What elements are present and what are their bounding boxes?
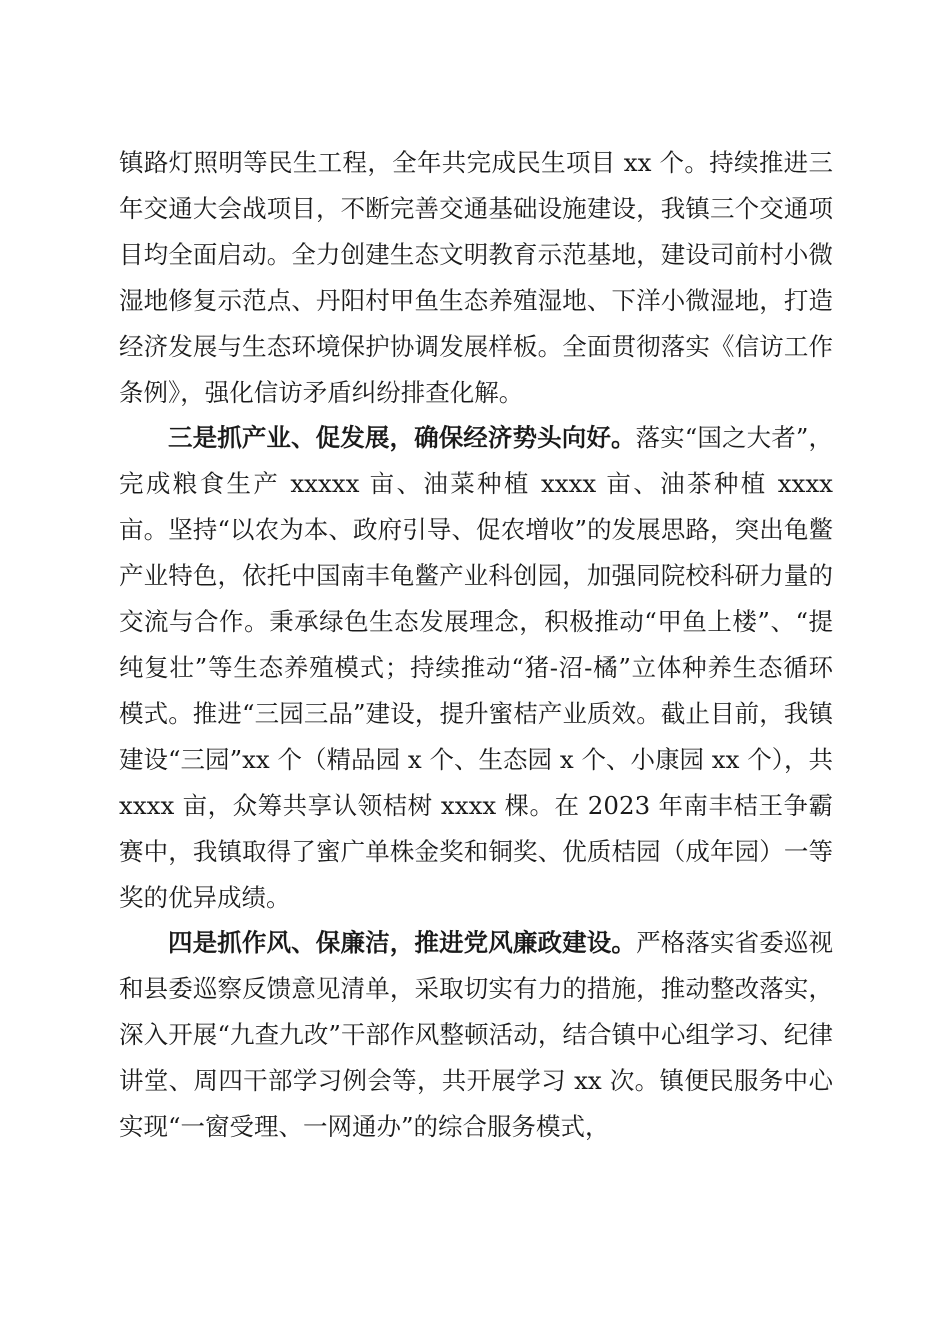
paragraph-industry-development <box>119 415 833 920</box>
paragraph-heading: 三是抓产业、促发展，确保经济势头向好。 <box>168 423 636 453</box>
paragraph-body: 镇路灯照明等民生工程，全年共完成民生项目 xx 个。持续推进三年交通大会战项目，不断完善交通基础设施建设，我镇三个交通项目均全面启动。全力创建生态文明教育示范基地，建设司前村小微湿地修复示范点、丹阳村甲鱼生态养殖湿地、下洋小微湿地，打造经济发展与生态环境保护协调发展样板。全面贯彻落实《信访工作条例》，强化信访矛盾纠纷排查化解。 <box>119 148 833 407</box>
paragraph-body: 严格落实省委巡视和县委巡察反馈意见清单，采取切实有力的措施，推动整改落实，深入开展“九查九改”干部作风整顿活动，结合镇中心组学习、纪律讲堂、周四干部学习例会等，共开展学习 xx 次。镇便民服务中心实现“一窗受理、一网通办”的综合服务模式， <box>119 928 834 1142</box>
paragraph-livelihood-projects <box>119 140 833 415</box>
paragraph-work-style-integrity <box>119 920 833 1150</box>
paragraph-heading: 四是抓作风、保廉洁，推进党风廉政建设。 <box>168 928 637 958</box>
document-body <box>119 140 833 1150</box>
paragraph-body: 落实“国之大者”，完成粮食生产 xxxxx 亩、油菜种植 xxxx 亩、油茶种植 xxxx 亩。坚持“以农为本、政府引导、促农增收”的发展思路，突出龟鳖产业特色，依托中国南丰龟鳖产业科创园，加强同院校科研力量的交流与合作。秉承绿色生态发展理念，积极推动“甲鱼上楼”、“提纯复壮”等生态养殖模式；持续推动“猪-沼-橘”立体种养生态循环模式。推进“三园三品”建设，提升蜜桔产业质效。截止目前，我镇建设“三园”xx 个（精品园 x 个、生态园 x 个、小康园 xx 个），共 xxxx 亩，众筹共享认领桔树 xxxx 棵。在 2023 年南丰桔王争霸赛中，我镇取得了蜜广单株金奖和铜奖、优质桔园（成年园）一等奖的优异成绩。 <box>119 423 833 912</box>
